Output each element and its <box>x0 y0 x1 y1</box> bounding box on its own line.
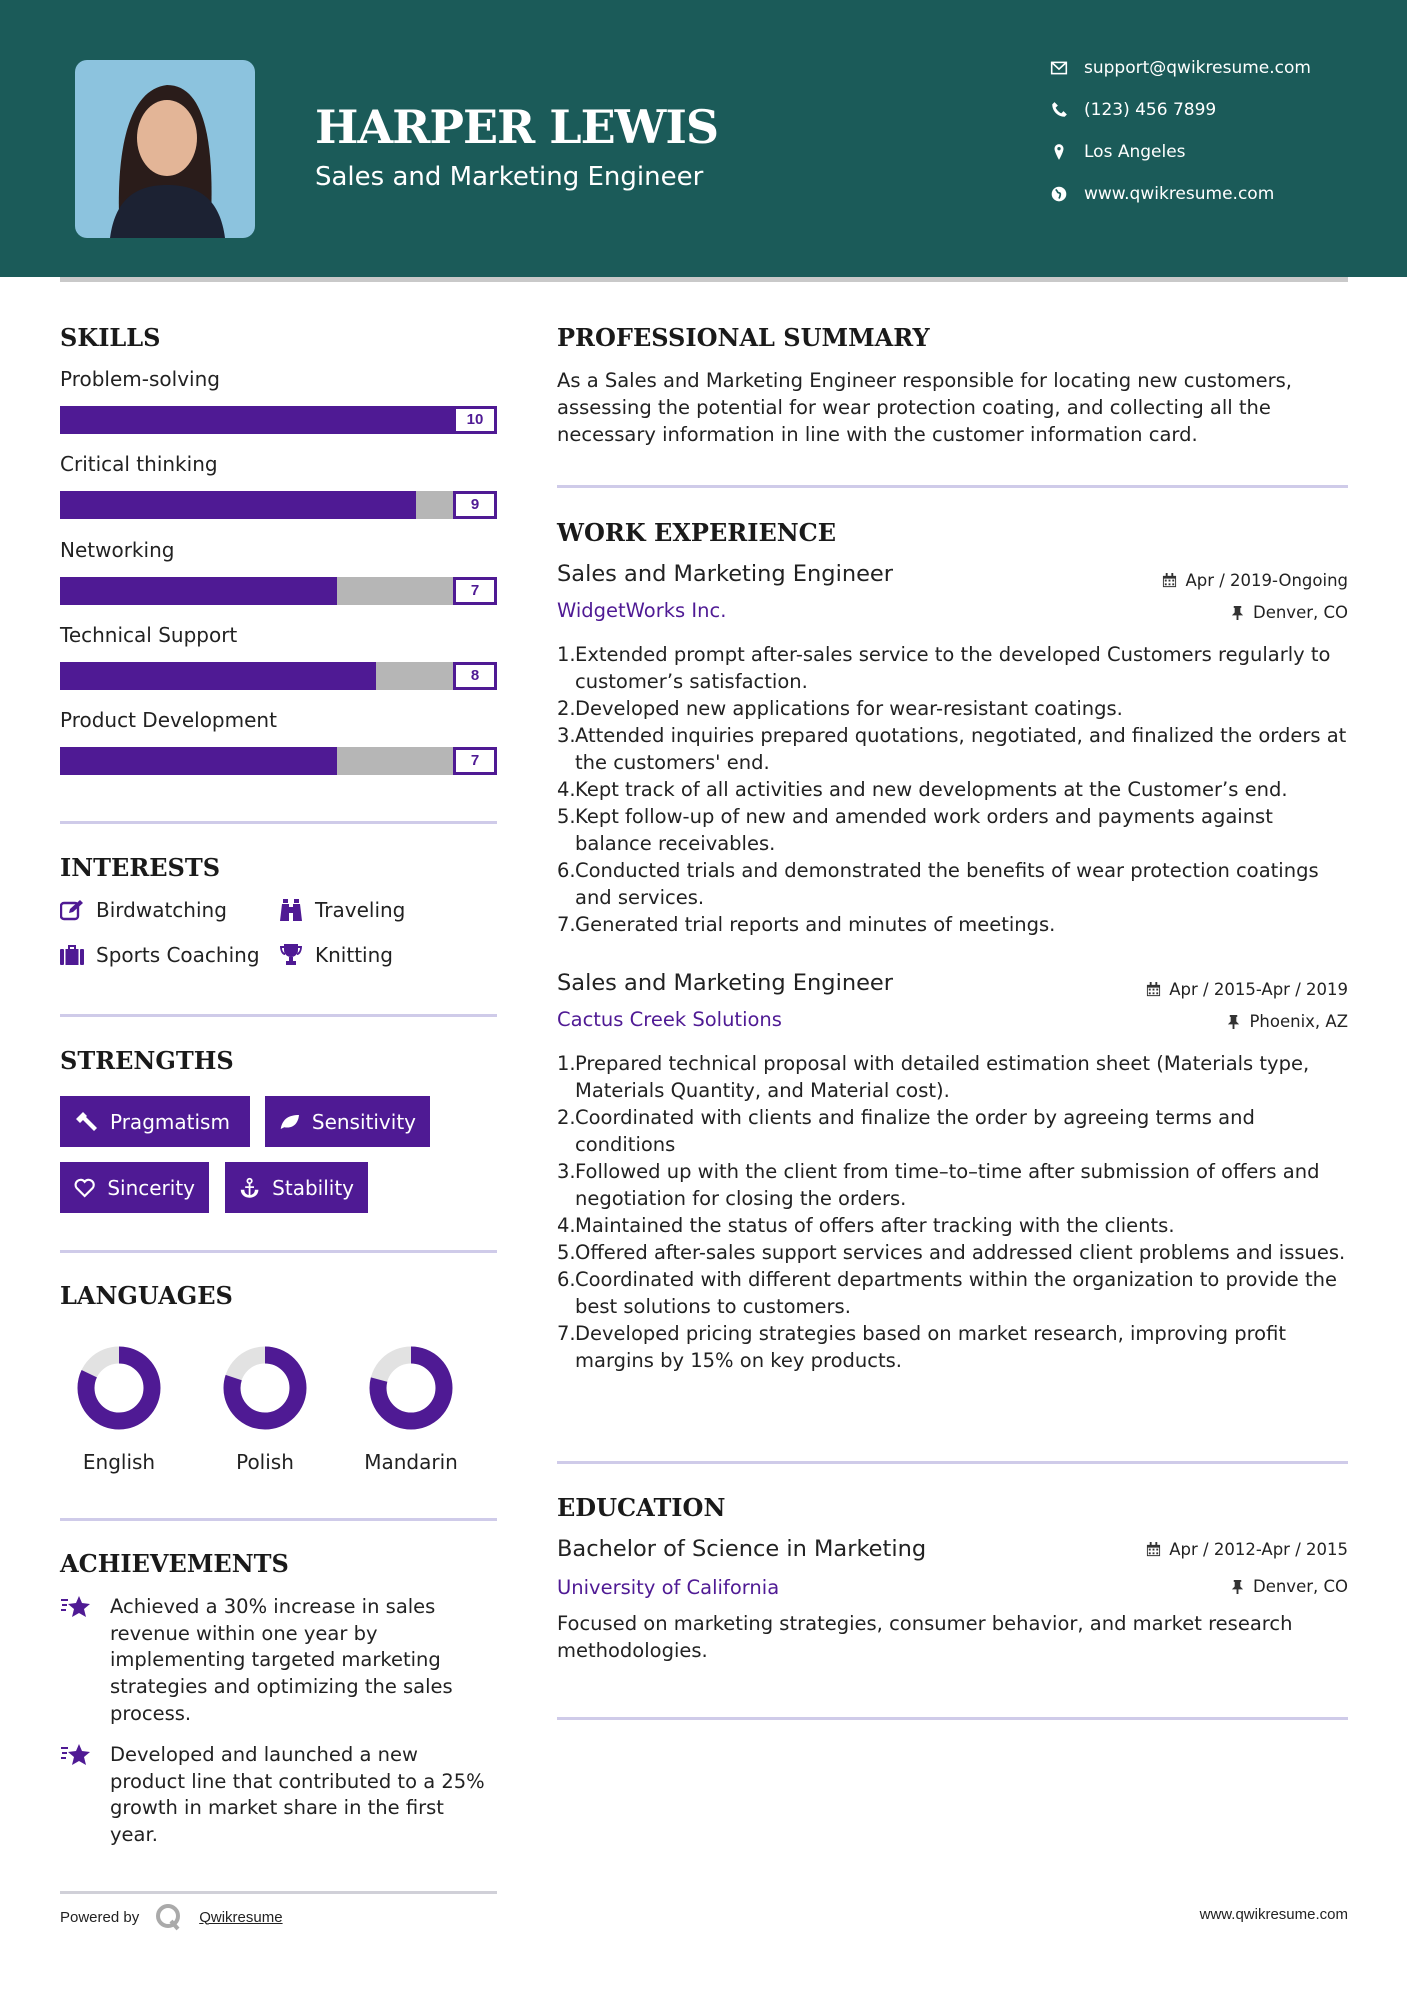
job-duty-text: Conducted trials and demonstrated the benefits of wear protection coatings and services. <box>575 859 1319 909</box>
language-donut <box>75 1344 163 1432</box>
trophy-icon <box>279 944 303 966</box>
job-duty-text: Maintained the status of offers after tracking with the clients. <box>575 1214 1175 1237</box>
footer-website[interactable]: www.qwikresume.com <box>1199 1906 1348 1923</box>
date-text: Apr / 2015-Apr / 2019 <box>1169 980 1348 999</box>
section-divider <box>60 1014 497 1017</box>
job-duty-text: Followed up with the client from time–to–time after submission of offers and negotiation for closing the orders. <box>575 1160 1320 1210</box>
job-duty-text: Generated trial reports and minutes of meetings. <box>575 913 1056 936</box>
company-name: WidgetWorks Inc. <box>557 599 727 622</box>
strength-label: Sensitivity <box>311 1109 416 1134</box>
strength-tag <box>60 1096 250 1147</box>
interest-label: Sports Coaching <box>96 943 260 967</box>
job-duties <box>557 1050 1348 1374</box>
skill-label: Technical Support <box>60 622 238 647</box>
job-duty-text: Attended inquiries prepared quotations, negotiated, and finalized the orders at the customers' end. <box>575 724 1347 774</box>
date-text: Apr / 2019-Ongoing <box>1185 571 1348 590</box>
contact-website[interactable] <box>1050 184 1274 204</box>
job-duty-text: Developed pricing strategies based on market research, improving profit margins by 15% on key products. <box>575 1322 1287 1372</box>
strength-tag <box>225 1162 368 1213</box>
job-duty-text: Offered after-sales support services and addressed client problems and issues. <box>575 1241 1346 1264</box>
interest-label: Traveling <box>315 898 406 922</box>
location-text: Phoenix, AZ <box>1249 1012 1348 1031</box>
job-duty-text: Coordinated with different departments within the organization to provide the best solutions to customers. <box>575 1268 1337 1318</box>
interest-item <box>279 943 393 967</box>
website-text: www.qwikresume.com <box>1084 184 1275 204</box>
qwikresume-logo-icon <box>155 1903 183 1931</box>
strength-tag <box>265 1096 430 1147</box>
skill-label: Problem-solving <box>60 367 220 391</box>
section-divider <box>60 821 497 824</box>
skill-value: 7 <box>453 577 497 605</box>
pushpin-icon <box>1226 1014 1241 1029</box>
pushpin-icon <box>1230 605 1245 620</box>
skill-label: Product Development <box>60 708 277 733</box>
interest-item <box>279 898 405 922</box>
language-item <box>205 1344 325 1474</box>
job-duty: 2. Developed new applications for wear-resistant coatings. <box>557 697 1123 720</box>
skill-bar-fill <box>60 747 337 775</box>
edit-icon <box>60 899 84 921</box>
job-duty: 2. Coordinated with clients and finalize the order by agreeing terms and conditions <box>557 1104 1348 1158</box>
section-divider <box>557 485 1348 488</box>
interests-heading: INTERESTS <box>60 853 221 882</box>
profile-photo <box>75 60 255 238</box>
job-date <box>1146 980 1348 999</box>
languages-heading: LANGUAGES <box>60 1281 233 1310</box>
candidate-name: HARPER LEWIS <box>315 100 719 154</box>
location-text: Denver, CO <box>1252 603 1348 622</box>
contact-email[interactable] <box>1050 58 1311 78</box>
job-duties <box>557 641 1348 938</box>
interest-item <box>60 943 260 967</box>
powered-by-label: Powered by <box>60 1908 140 1926</box>
pushpin-icon <box>1230 1579 1245 1594</box>
job-duty: 5. Kept follow-up of new and amended work orders and payments against balance receivables. <box>557 803 1348 857</box>
skill-label: Critical thinking <box>60 452 218 477</box>
education-date <box>1146 1540 1348 1559</box>
job-duty: 4. Kept track of all activities and new developments at the Customer’s end. <box>557 778 1288 801</box>
powered-by <box>60 1903 283 1931</box>
job-duty: 3. Followed up with the client from time–to–time after submission of offers and negotiation for closing the orders. <box>557 1158 1348 1212</box>
job-title: Sales and Marketing Engineer <box>557 970 894 996</box>
section-divider <box>557 1461 1348 1464</box>
star-icon <box>60 1594 92 1622</box>
job-duty-text: Extended prompt after-sales service to the developed Customers regularly to customer’s satisfaction. <box>575 643 1331 693</box>
education-description: Focused on marketing strategies, consumer behavior, and market research methodologies. <box>557 1612 1293 1662</box>
achievement-text: Developed and launched a new product line that contributed to a 25% growth in market share in the first year. <box>110 1743 485 1847</box>
strengths-heading: STRENGTHS <box>60 1046 234 1075</box>
footer-divider <box>60 1891 497 1894</box>
heart-icon <box>74 1176 95 1200</box>
header-underline <box>60 277 1348 282</box>
anchor-icon <box>239 1176 260 1200</box>
phone-icon <box>1050 101 1068 119</box>
school: University of California <box>557 1576 780 1599</box>
envelope-icon <box>1050 59 1068 77</box>
language-donut <box>367 1344 455 1432</box>
job-duty: 7. Developed pricing strategies based on market research, improving profit margins by 15% on key products. <box>557 1320 1348 1374</box>
language-donut <box>221 1344 309 1432</box>
job-duty: 7. Generated trial reports and minutes of meetings. <box>557 913 1056 936</box>
gavel-icon <box>74 1110 98 1134</box>
email-text: support@qwikresume.com <box>1084 58 1311 78</box>
skill-value: 10 <box>453 406 497 434</box>
skill-value: 8 <box>453 662 497 690</box>
interest-label: Knitting <box>315 943 393 967</box>
job-duty: 5. Offered after-sales support services and addressed client problems and issues. <box>557 1241 1346 1264</box>
job-duty-text: Developed new applications for wear-resistant coatings. <box>575 697 1123 720</box>
interest-label: Birdwatching <box>96 898 227 922</box>
contact-phone <box>1050 100 1216 120</box>
job-duty-text: Prepared technical proposal with detailed estimation sheet (Materials type, Materials Quantity, and Material cost). <box>575 1052 1310 1102</box>
interest-item <box>60 898 227 922</box>
degree: Bachelor of Science in Marketing <box>557 1536 927 1562</box>
section-divider <box>60 1250 497 1253</box>
achievement-item <box>60 1594 497 1728</box>
strength-label: Sincerity <box>107 1175 195 1200</box>
skill-bar <box>60 406 497 434</box>
job-duty-text: Kept follow-up of new and amended work orders and payments against balance receivables. <box>575 805 1273 855</box>
education-location <box>1230 1577 1348 1596</box>
skill-bar <box>60 662 497 690</box>
job-duty: 6. Coordinated with different departments within the organization to provide the best solutions to customers. <box>557 1266 1348 1320</box>
job-duty: 1. Prepared technical proposal with detailed estimation sheet (Materials type, Materials Quantity, and Material cost). <box>557 1050 1348 1104</box>
job-duty: 1. Extended prompt after-sales service to the developed Customers regularly to customer’s satisfaction. <box>557 641 1348 695</box>
education-heading: EDUCATION <box>557 1493 726 1522</box>
date-text: Apr / 2012-Apr / 2015 <box>1169 1540 1348 1559</box>
achievement-item <box>60 1742 497 1849</box>
job-duty-text: Coordinated with clients and finalize the order by agreeing terms and conditions <box>575 1106 1255 1156</box>
job-location <box>1226 1012 1348 1031</box>
language-label: English <box>82 1450 156 1474</box>
skill-bar <box>60 491 497 519</box>
skill-value: 9 <box>453 491 497 519</box>
skill-bar <box>60 747 497 775</box>
binoculars-icon <box>279 899 303 921</box>
map-marker-icon <box>1050 143 1068 161</box>
skill-value: 7 <box>453 747 497 775</box>
job-duty: 6. Conducted trials and demonstrated the benefits of wear protection coatings and services. <box>557 857 1348 911</box>
calendar-icon <box>1146 1542 1161 1557</box>
job-duty-text: Kept track of all activities and new developments at the Customer’s end. <box>575 778 1288 801</box>
skill-bar-fill <box>60 577 337 605</box>
section-divider <box>60 1518 497 1521</box>
strength-tag <box>60 1162 209 1213</box>
star-icon <box>60 1742 92 1770</box>
achievements-heading: ACHIEVEMENTS <box>60 1549 289 1578</box>
achievement-text: Achieved a 30% increase in sales revenue within one year by implementing targeted marketing strategies and optimizing the sales process. <box>110 1595 453 1725</box>
job-title: Sales and Marketing Engineer <box>557 561 894 587</box>
candidate-title: Sales and Marketing Engineer <box>315 162 704 192</box>
skills-heading: SKILLS <box>60 323 161 352</box>
contact-location <box>1050 142 1186 162</box>
job-duty: 3. Attended inquiries prepared quotations, negotiated, and finalized the orders at the customers' end. <box>557 724 1347 774</box>
language-item <box>59 1344 179 1474</box>
skill-bar-fill <box>60 406 497 434</box>
location-text: Los Angeles <box>1084 142 1186 162</box>
calendar-icon <box>1146 982 1161 997</box>
language-item <box>351 1344 471 1474</box>
qwikresume-link[interactable]: Qwikresume <box>199 1908 283 1926</box>
strength-label: Stability <box>272 1175 354 1200</box>
location-text: Denver, CO <box>1252 1577 1348 1596</box>
summary-text: As a Sales and Marketing Engineer responsible for locating new customers, assessing the potential for wear protection coating, and collecting all the necessary information in line with the customer information card. <box>557 369 1292 446</box>
language-label: Mandarin <box>364 1450 458 1474</box>
summary-heading: PROFESSIONAL SUMMARY <box>557 323 930 352</box>
experience-heading: WORK EXPERIENCE <box>557 518 837 547</box>
skill-bar <box>60 577 497 605</box>
strength-label: Pragmatism <box>110 1109 230 1134</box>
job-date <box>1162 571 1348 590</box>
globe-icon <box>1050 185 1068 203</box>
company-name: Cactus Creek Solutions <box>557 1008 782 1031</box>
section-divider <box>557 1717 1348 1720</box>
briefcase-icon <box>60 944 84 966</box>
job-duty: 4. Maintained the status of offers after tracking with the clients. <box>557 1214 1175 1237</box>
skill-label: Networking <box>60 537 175 562</box>
phone-text: (123) 456 7899 <box>1084 100 1217 120</box>
calendar-icon <box>1162 573 1177 588</box>
skill-bar-fill <box>60 491 416 519</box>
skill-bar-fill <box>60 662 376 690</box>
language-label: Polish <box>236 1450 294 1474</box>
job-location <box>1230 603 1348 622</box>
leaf-icon <box>279 1110 300 1134</box>
